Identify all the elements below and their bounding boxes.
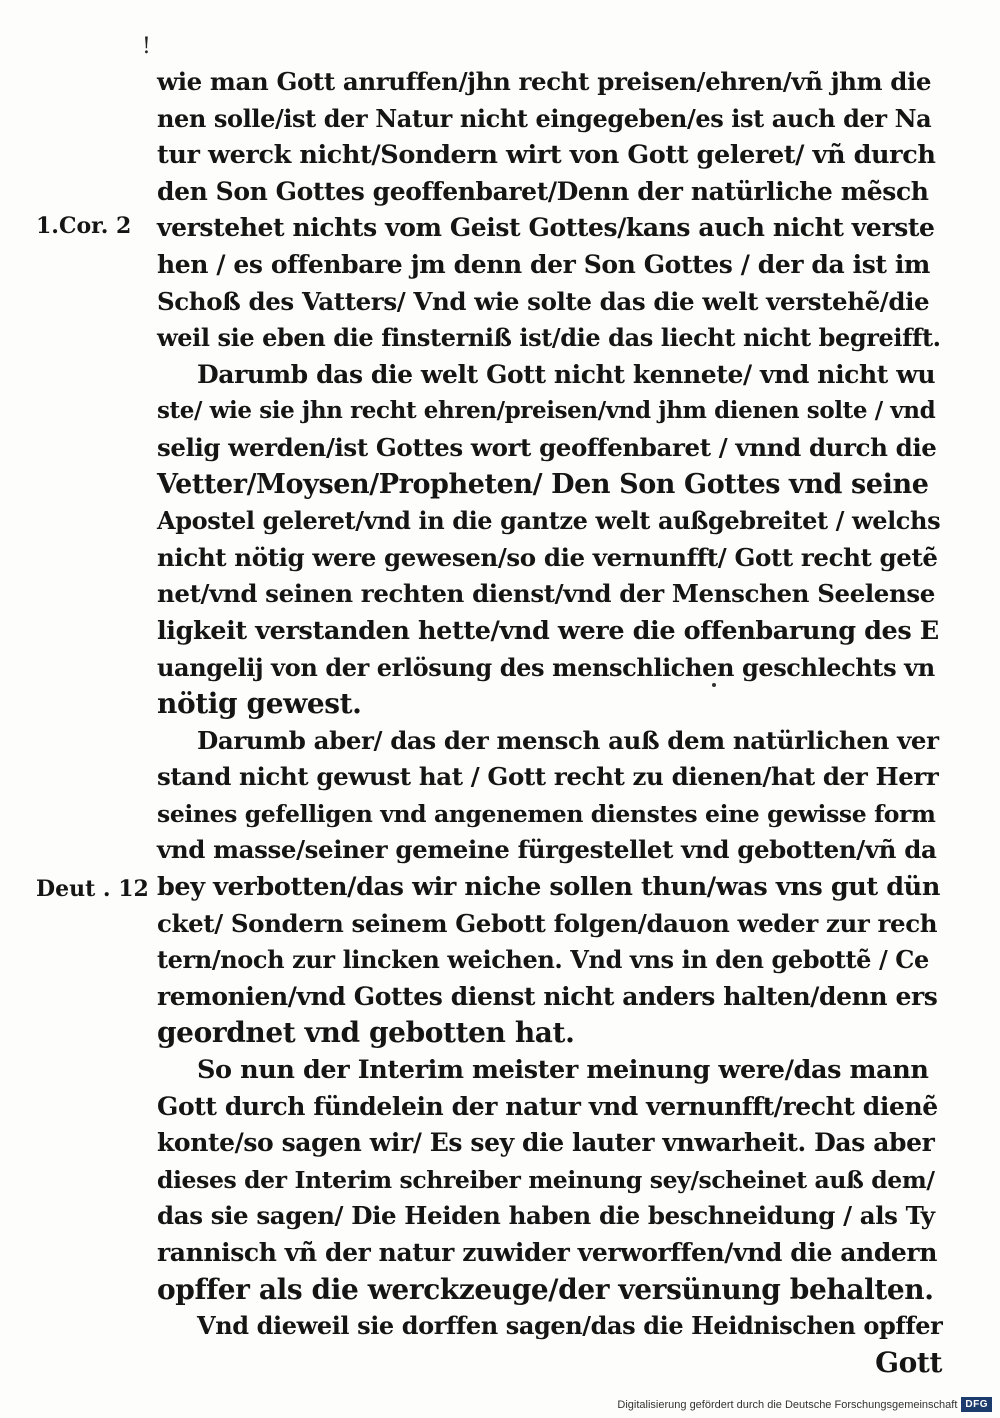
text-line: hen / es offenbare jm denn der Son Gottes / der da ist im (157, 249, 930, 279)
top-mark: ! (142, 34, 151, 59)
text-line: rannisch vñ der natur zuwider verworffen/vnd die andern (157, 1238, 937, 1267)
text-line: weil sie eben die finsterniß ist/die das liecht nicht begreifft. (157, 323, 941, 353)
text-line: ste/ wie sie jhn recht ehren/preisen/vnd jhm dienen solte / vnd (157, 397, 936, 425)
footer-credit: Digitalisierung gefördert durch die Deutsche Forschungsgemeinschaft (617, 1398, 958, 1411)
text-line: tur werck nicht/Sondern wirt von Gott geleret/ vñ durch (157, 140, 936, 171)
text-line: das sie sagen/ Die Heiden haben die beschneidung / als Ty (157, 1201, 935, 1231)
text-line: konte/so sagen wir/ Es sey die lauter vnwarheit. Das aber (157, 1128, 935, 1158)
text-line: Darumb aber/ das der mensch auß dem natürlichen ver (197, 725, 939, 755)
text-line: cket/ Sondern seinem Gebott folgen/dauon weder zur rech (157, 908, 938, 938)
text-line: den Son Gottes geoffenbaret/Denn der natürliche mẽsch (157, 176, 929, 206)
text-line: tern/noch zur lincken weichen. Vnd vns in den gebottẽ / Ce (157, 945, 929, 975)
text-line: So nun der Interim meister meinung were/das mann (197, 1055, 929, 1086)
text-line: nen solle/ist der Natur nicht eingegeben/es ist auch der Na (157, 103, 932, 133)
text-line: remonien/vnd Gottes dienst nicht anders halten/denn ers (157, 981, 938, 1011)
text-line: selig werden/ist Gottes wort geoffenbaret / vnnd durch die (157, 432, 937, 462)
text-line: Apostel geleret/vnd in die gantze welt außgebreitet / welchs (157, 506, 941, 536)
text-line: opffer als die werckzeuge/der versünung behalten. (157, 1272, 934, 1306)
text-line: Vetter/Moysen/Propheten/ Den Son Gottes vnd seine (157, 468, 929, 500)
text-line: verstehet nichts vom Geist Gottes/kans auch nicht verste (157, 213, 935, 243)
text-line: Darumb das die welt Gott nicht kennete/ vnd nicht wu (197, 359, 936, 389)
text-line: wie man Gott anruffen/jhn recht preisen/ehren/vñ jhm die (157, 67, 932, 96)
margin-note-cor: 1.Cor. 2 (36, 213, 132, 239)
dfg-logo-icon: DFG (961, 1397, 992, 1412)
text-line: net/vnd seinen rechten dienst/vnd der Menschen Seelense (157, 579, 935, 609)
footer (617, 1397, 992, 1412)
text-line: vnd masse/seiner gemeine fürgestellet vnd gebotten/vñ da (157, 835, 937, 865)
text-line: dieses der Interim schreiber meinung sey/scheinet auß dem/ (157, 1165, 935, 1194)
text-line: ligkeit verstanden hette/vnd were die offenbarung des E (157, 615, 939, 646)
text-line: Gott durch fündelein der natur vnd vernunfft/recht dienẽ (157, 1091, 938, 1121)
text-line: stand nicht gewust hat / Gott recht zu dienen/hat der Herr (157, 762, 939, 792)
body-text (157, 64, 942, 1381)
text-line: Vnd dieweil sie dorffen sagen/das die Heidnischen opffer (197, 1311, 943, 1341)
margin-note-deut: Deut . 12 (36, 876, 149, 902)
text-line: nötig gewest. (157, 687, 362, 721)
text-line: seines gefelligen vnd angenemen dienstes eine gewisse form (157, 799, 936, 828)
text-line: geordnet vnd gebotten hat. (157, 1016, 575, 1050)
text-line: uangelij von der erlösung des menschlichen geschlechts vn (157, 652, 935, 682)
ink-speck (712, 683, 716, 687)
text-line: Schoß des Vatters/ Vnd wie solte das die welt verstehẽ/die (157, 286, 930, 316)
text-line: nicht nötig were gewesen/so die vernunfft/ Gott recht getẽ (157, 542, 938, 572)
catchword: Gott (875, 1345, 942, 1379)
text-line: bey verbotten/das wir niche sollen thun/was vns gut dün (157, 872, 940, 903)
